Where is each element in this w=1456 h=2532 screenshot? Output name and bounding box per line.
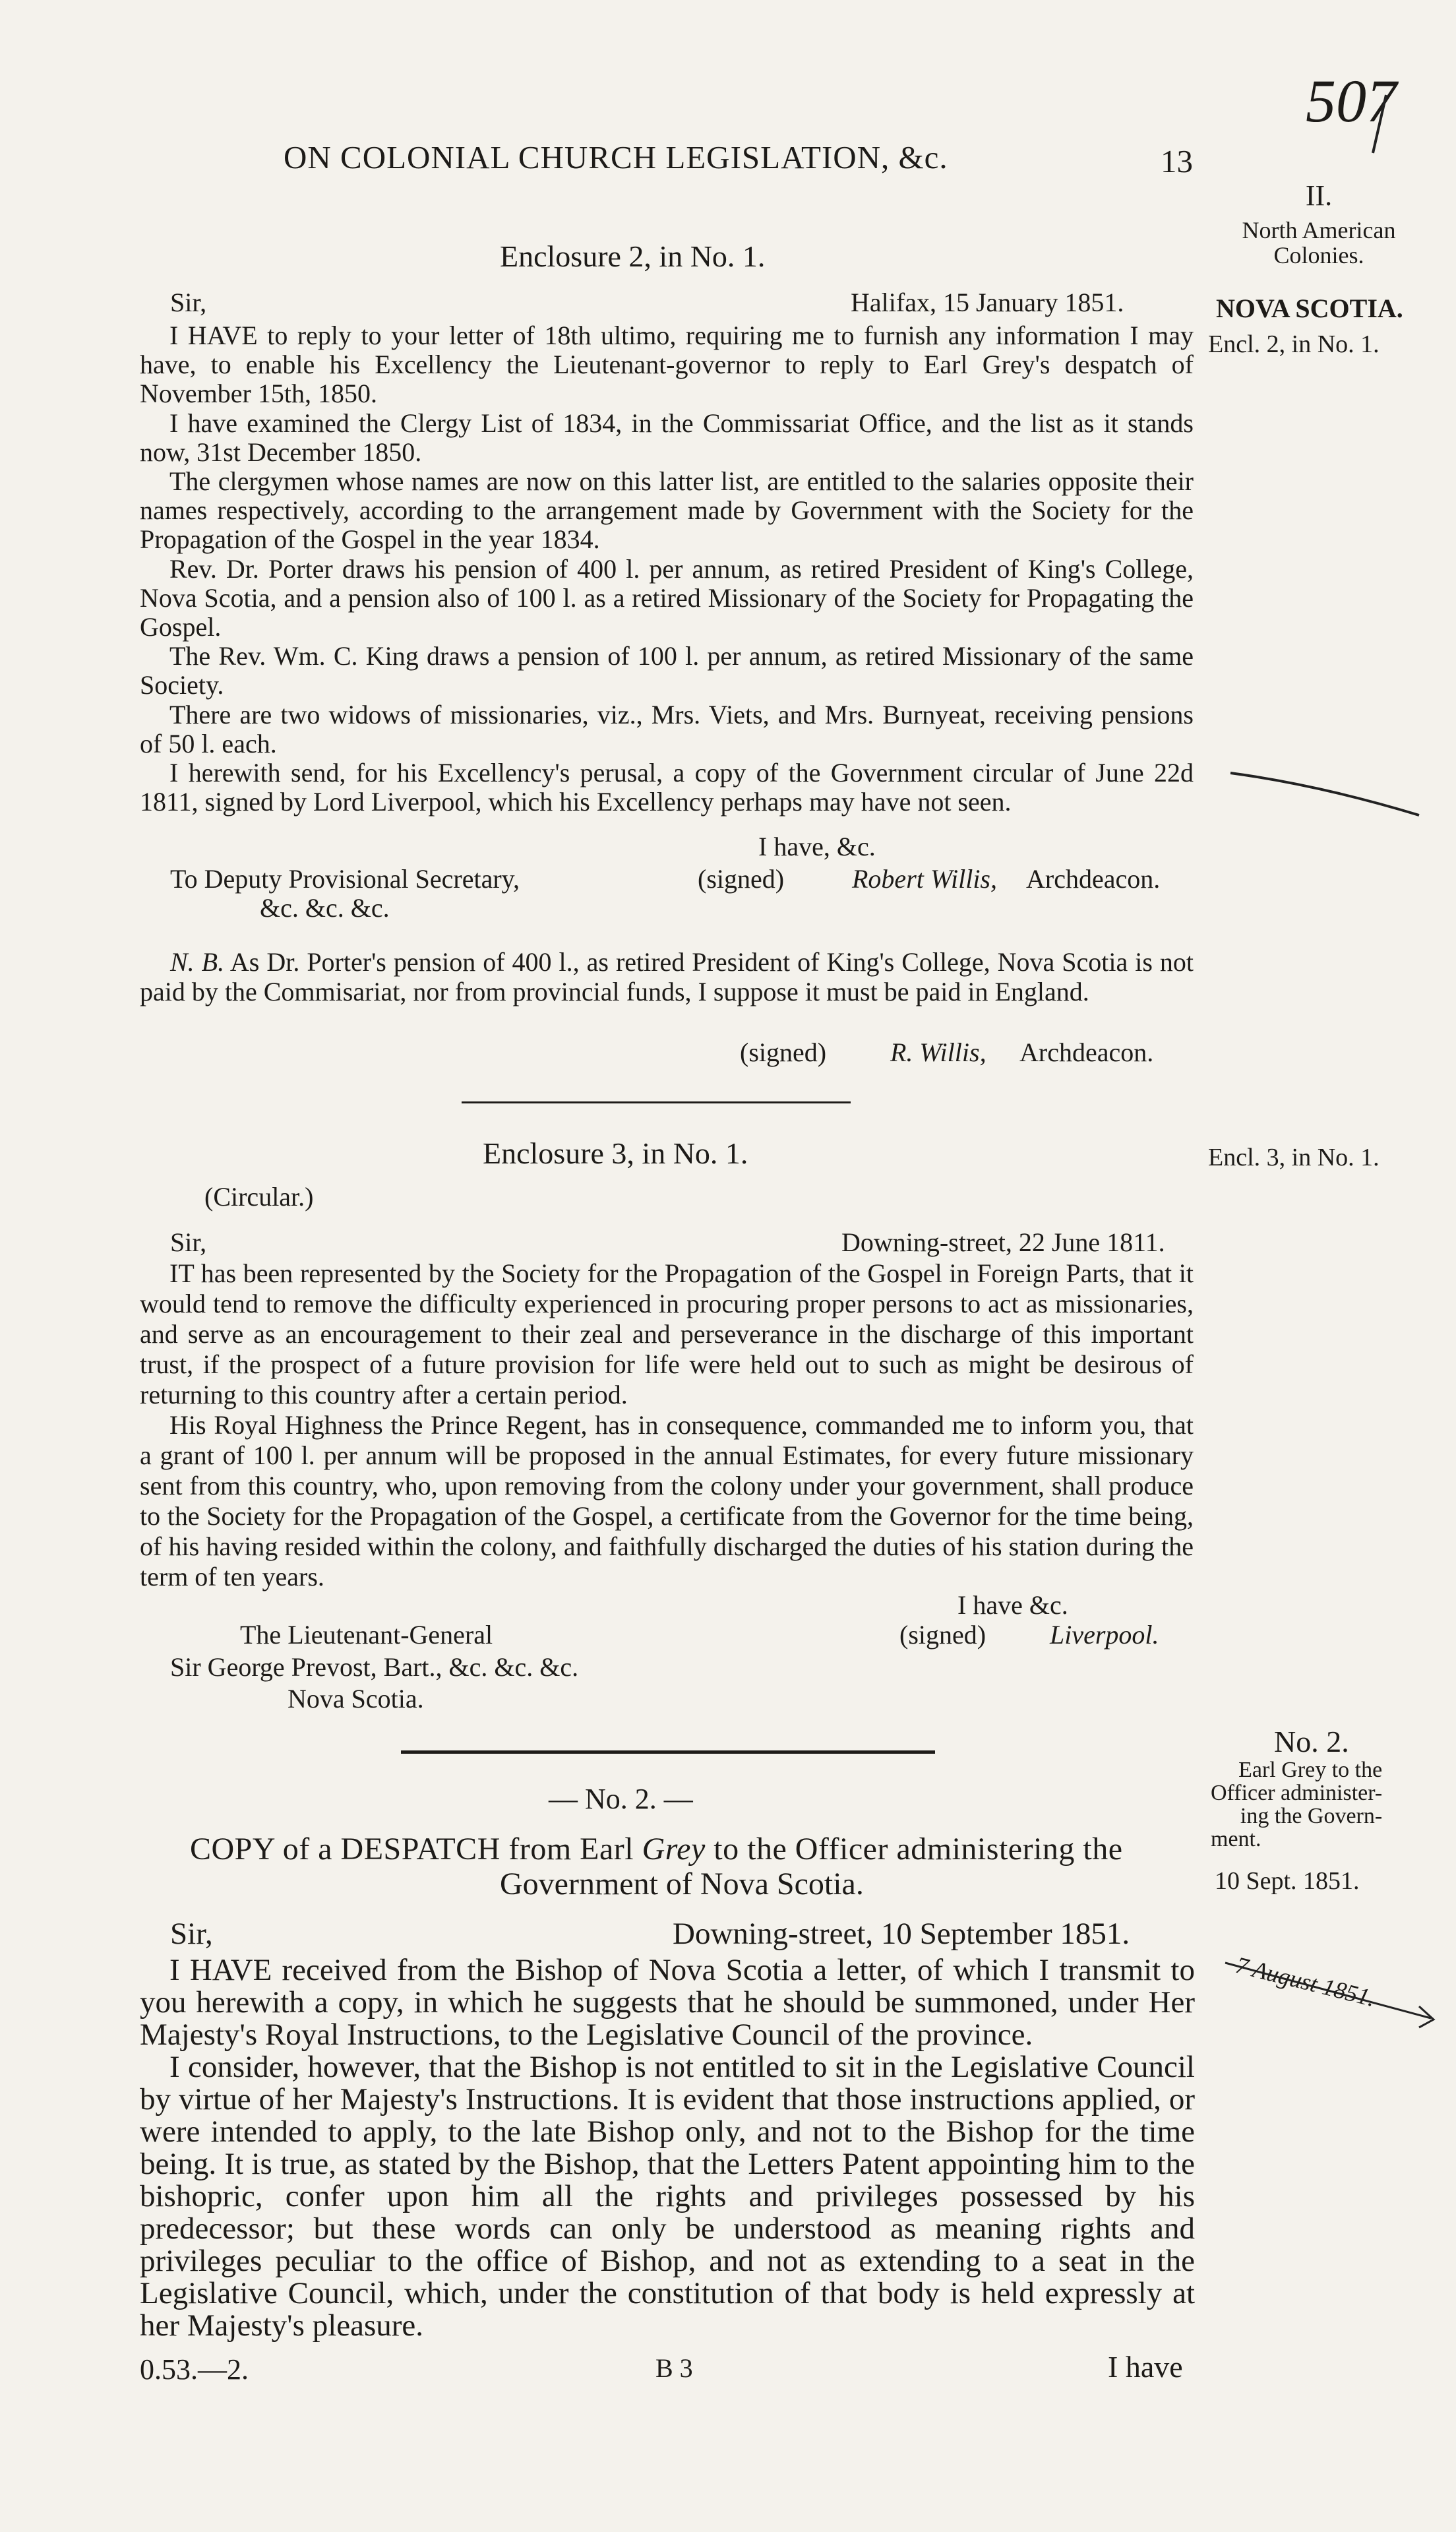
sidebar-no2-number: No. 2. — [1274, 1725, 1349, 1758]
enclosure3-salutation: Sir, — [170, 1227, 207, 1257]
enclosure2-heading: Enclosure 2, in No. 1. — [500, 239, 766, 273]
nb-signed: (signed) — [740, 1037, 827, 1067]
enclosure3-addressee-line1: The Lieutenant-General — [240, 1620, 493, 1650]
enclosure3-addressee-line3: Nova Scotia. — [288, 1684, 424, 1714]
nb-label: N. B. — [170, 947, 225, 977]
enclosure2-nb — [140, 947, 1194, 1006]
enclosure2-paragraph: Rev. Dr. Porter draws his pension of 400 l. per annum, as retired President of King's College, Nova Scotia, and a pension also of 100 l. as a retired Missionary of the Society for Propagating the Gospel. — [140, 553, 1194, 642]
enclosure2-signature-title: Archdeacon. — [1026, 864, 1161, 894]
enclosure2-signed: (signed) — [698, 864, 785, 894]
sidebar-encl3: Encl. 3, in No. 1. — [1208, 1144, 1380, 1171]
footer-right: I have — [1108, 2350, 1183, 2384]
enclosure2-signature: Robert Willis, — [852, 864, 997, 894]
enclosure3-place-date: Downing-street, 22 June 1811. — [841, 1227, 1165, 1257]
no2-heading: — No. 2. — — [549, 1783, 693, 1815]
sidebar-encl2: Encl. 2, in No. 1. — [1208, 330, 1380, 358]
sidebar-province: NOVA SCOTIA. — [1216, 293, 1403, 323]
enclosure2-closing: I have, &c. — [758, 832, 876, 861]
footer-center: B 3 — [655, 2353, 693, 2383]
enclosure2-place-date: Halifax, 15 January 1851. — [851, 288, 1124, 317]
enclosure3-heading: Enclosure 3, in No. 1. — [483, 1136, 748, 1170]
enclosure3-signature: Liverpool. — [1050, 1620, 1159, 1650]
nb-signature-title: Archdeacon. — [1019, 1037, 1154, 1067]
no2-title-line2: Government of Nova Scotia. — [500, 1867, 864, 1901]
no2-place-date: Downing-street, 10 September 1851. — [673, 1917, 1130, 1951]
margin-arrow — [1221, 1960, 1439, 2046]
enclosure3-closing: I have &c. — [957, 1590, 1068, 1620]
nb-text: As Dr. Porter's pension of 400 l., as retired President of King's College, Nova Scotia is not paid by the Commisariat, nor from provincial funds, I suppose it must be paid in England. — [140, 947, 1194, 1006]
divider-rule — [462, 1101, 851, 1103]
nb-signature: R. Willis, — [890, 1037, 986, 1067]
enclosure2-paragraph: There are two widows of missionaries, viz., Mrs. Viets, and Mrs. Burnyeat, receiving pensions of 50 l. each. — [140, 699, 1194, 758]
folio-mark — [1366, 92, 1393, 158]
no2-paragraph: I consider, however, that the Bishop is not entitled to sit in the Legislative Council by virtue of her Majesty's Instructions. It is evident that those instructions applied, or were intended to apply, to the late Bishop only, and not to the Bishop for the time being. It is true, as stated by the Bishop, that the Letters Patent appointing him to the bishopric, confer upon him all the rights and privileges possessed by his predecessor; but these words can only be understood as meaning rights and privileges peculiar to the office of Bishop, and not as extending to a seat in the Legislative Council, which, under the constitution of that body is held expressly at her Majesty's pleasure. — [140, 2050, 1195, 2343]
enclosure2-paragraph: The clergymen whose names are now on this latter list, are entitled to the salaries opposite their names respectively, according to the arrangement made by Government with the Society for the Propagation of the Gospel in the year 1834. — [140, 466, 1194, 555]
enclosure3-addressee-line2: Sir George Prevost, Bart., &c. &c. &c. — [170, 1652, 579, 1682]
sidebar-section-title: North American Colonies. — [1242, 217, 1396, 268]
enclosure2-paragraph: I have examined the Clergy List of 1834, in the Commissariat Office, and the list as it stands now, 31st December 1850. — [140, 408, 1194, 467]
page-number: 13 — [1161, 143, 1193, 179]
enclosure3-circular: (Circular.) — [204, 1182, 314, 1212]
enclosure3-paragraph: IT has been represented by the Society for the Propagation of the Gospel in Foreign Parts, that it would tend to remove the difficulty experienced in procuring proper persons to act as missionaries, and serve as an encouragement to their zeal and perseverance in the discharge of this important trust, if the prospect of a future provision for life were held out to such as might be desirous of returning to this country after a certain period. — [140, 1258, 1194, 1409]
no2-body — [140, 1954, 1195, 2342]
enclosure3-signed: (signed) — [899, 1620, 986, 1650]
footer-left: 0.53.—2. — [140, 2353, 249, 2386]
enclosure2-addressee-line2: &c. &c. &c. — [260, 893, 390, 923]
no2-title-line1: COPY of a DESPATCH from Earl Grey to the Officer administering the — [190, 1832, 1123, 1867]
margin-pen-stroke — [1227, 765, 1424, 824]
enclosure2-paragraph: I HAVE to reply to your letter of 18th ultimo, requiring me to furnish any information I may have, to enable his Excellency the Lieutenant-governor to reply to Earl Grey's despatch of November 15th, 1850. — [140, 321, 1194, 409]
enclosure2-paragraph: I herewith send, for his Excellency's perusal, a copy of the Government circular of June 22d 1811, signed by Lord Liverpool, which his Excellency perhaps may have not seen. — [140, 758, 1194, 817]
enclosure3-paragraph: His Royal Highness the Prince Regent, has in consequence, commanded me to inform you, that a grant of 100 l. per annum will be proposed in the annual Estimates, for every future missionary sent from this country, who, upon removing from the colony under your government, shall produce to the Society for the Propagation of the Gospel, a certificate from the Governor for the time being, of his having resided within the colony, and faithfully discharged the duties of his station during the term of ten years. — [140, 1410, 1194, 1591]
sidebar-section-number: II. — [1305, 179, 1333, 212]
enclosure2-salutation: Sir, — [170, 288, 207, 317]
sidebar-no2-date: 10 Sept. 1851. — [1215, 1867, 1360, 1895]
divider-rule — [401, 1750, 935, 1754]
enclosure2-paragraph: The Rev. Wm. C. King draws a pension of 100 l. per annum, as retired Missionary of the same Society. — [140, 641, 1194, 700]
no2-salutation: Sir, — [170, 1917, 213, 1951]
sidebar-no2-summary: Earl Grey to the Officer administer- ing the Govern- ment. — [1211, 1758, 1383, 1851]
enclosure3-body — [140, 1258, 1194, 1592]
enclosure2-addressee-line1: To Deputy Provisional Secretary, — [170, 864, 520, 894]
handwritten-folio-number: 507 — [1306, 67, 1397, 135]
handwritten-date: 7 August 1851. — [1233, 1951, 1378, 2012]
running-head: ON COLONIAL CHURCH LEGISLATION, &c. — [284, 139, 948, 175]
enclosure2-body — [140, 321, 1194, 817]
no2-paragraph: I HAVE received from the Bishop of Nova Scotia a letter, of which I transmit to you herewith a copy, in which he suggests that he should be summoned, under Her Majesty's Royal Instructions, to the Legislative Council of the province. — [140, 1953, 1195, 2052]
